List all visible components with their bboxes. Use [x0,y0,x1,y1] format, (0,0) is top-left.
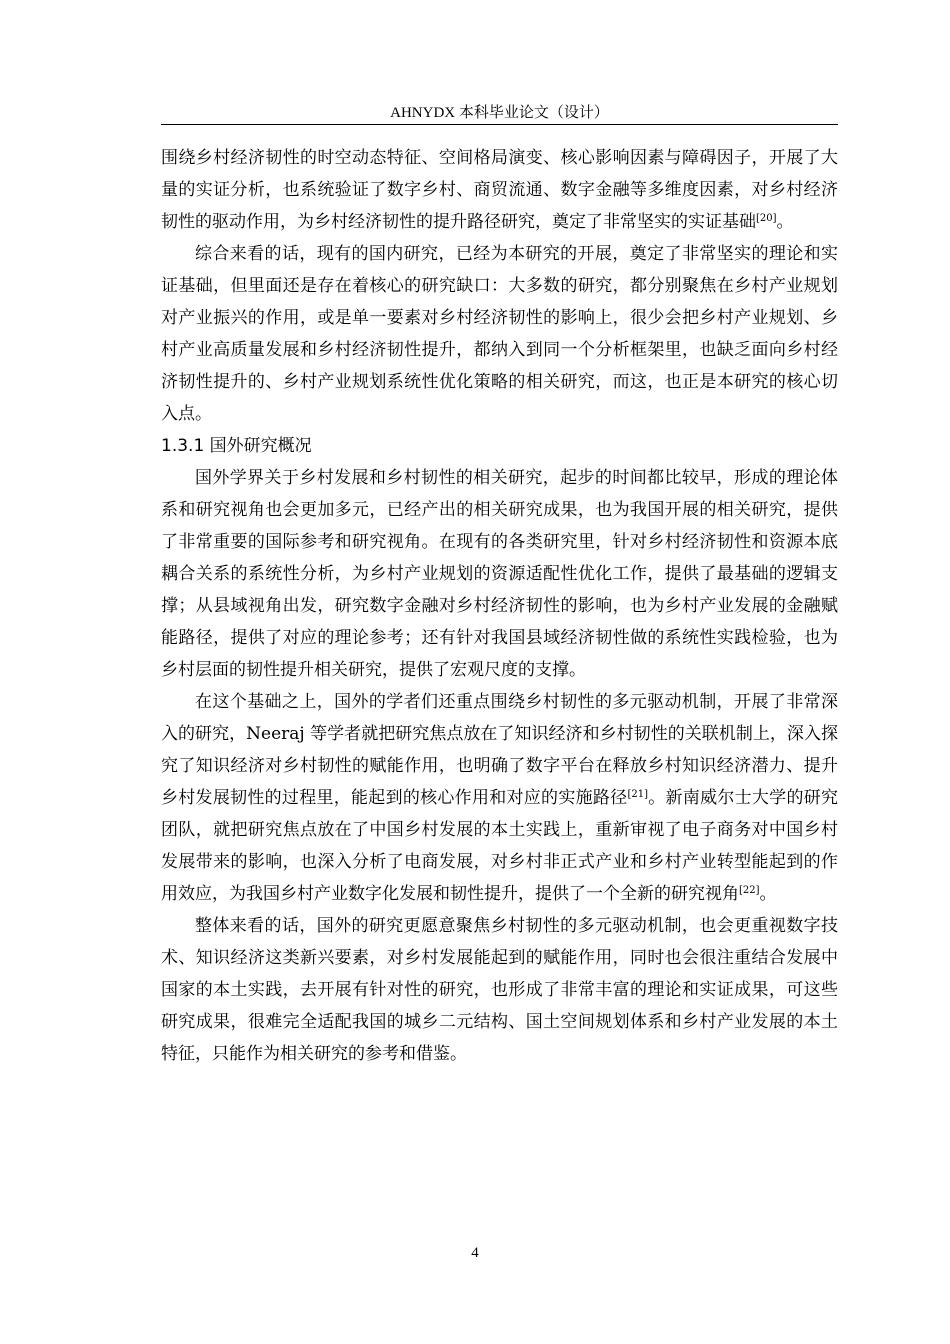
citation-22: [22] [739,885,760,896]
section-heading: 1.3.1 国外研究概况 [161,436,312,456]
paragraph-1-text: 围绕乡村经济韧性的时空动态特征、空间格局演变、核心影响因素与障碍因子，开展了大量的实证分析，也系统验证了数字乡村、商贸流通、数字金融等多维度因素，对乡村经济韧性的驱动作用，为乡村经济韧性的提升路径研究，奠定了非常坚实的实证基础 [161,148,838,232]
paragraph-5 [161,910,838,1070]
paragraph-1 [161,142,838,238]
paragraph-3 [161,462,838,686]
paragraph-2-text: 综合来看的话，现有的国内研究，已经为本研究的开展，奠定了非常坚实的理论和实证基础，但里面还是存在着核心的研究缺口：大多数的研究，都分别聚焦在乡村产业规划对产业振兴的作用，或是单一要素对乡村经济韧性的影响上，很少会把乡村产业规划、乡村产业高质量发展和乡村经济韧性提升，都纳入到同一个分析框架里，也缺乏面向乡村经济韧性提升的、乡村产业规划系统性优化策略的相关研究，而这，也正是本研究的核心切入点。 [161,244,838,424]
paragraph-4-text-2: 。新南威尔士大学的研究团队，就把研究焦点放在了中国乡村发展的本土实践上，重新审视了电子商务对中国乡村发展带来的影响，也深入分析了电商发展，对乡村非正式产业和乡村产业转型能起到的作用效应，为我国乡村产业数字化发展和韧性提升，提供了一个全新的研究视角 [161,788,838,904]
paragraph-5-text: 整体来看的话，国外的研究更愿意聚焦乡村韧性的多元驱动机制，也会更重视数字技术、知识经济这类新兴要素，对乡村发展能起到的赋能作用，同时也会很注重结合发展中国家的本土实践，去开展有针对性的研究，也形成了非常丰富的理论和实证成果，可这些研究成果，很难完全适配我国的城乡二元结构、国土空间规划体系和乡村产业发展的本土特征，只能作为相关研究的参考和借鉴。 [161,916,838,1064]
paragraph-4 [161,686,838,910]
paragraph-3-text: 国外学界关于乡村发展和乡村韧性的相关研究，起步的时间都比较早，形成的理论体系和研究视角也会更加多元，已经产出的相关研究成果，也为我国开展的相关研究，提供了非常重要的国际参考和研究视角。在现有的各类研究里，针对乡村经济韧性和资源本底耦合关系的系统性分析，为乡村产业规划的资源适配性优化工作，提供了最基础的逻辑支撑；从县域视角出发，研究数字金融对乡村经济韧性的影响，也为乡村产业发展的金融赋能路径，提供了对应的理论参考；还有针对我国县域经济韧性做的系统性实践检验，也为乡村层面的韧性提升相关研究，提供了宏观尺度的支撑。 [161,468,838,680]
paragraph-4-text-1: 在这个基础之上，国外的学者们还重点围绕乡村韧性的多元驱动机制，开展了非常深入的研究，Neeraj 等学者就把研究焦点放在了知识经济和乡村韧性的关联机制上，深入探究了知识经济对乡村韧性的赋能作用，也明确了数字平台在释放乡村知识经济潜力、提升乡村发展韧性的过程里，能起到的核心作用和对应的实施路径 [161,692,838,808]
citation-21: [21] [627,789,648,800]
paragraph-2 [161,238,838,430]
running-header: AHNYDX 本科毕业论文（设计） [390,105,609,121]
body-text [161,142,838,1070]
paragraph-4-tail: 。 [759,884,777,904]
paragraph-1-tail: 。 [776,212,794,232]
citation-20: [20] [756,213,777,224]
header-rule [161,124,838,125]
page-number: 4 [471,1245,479,1261]
